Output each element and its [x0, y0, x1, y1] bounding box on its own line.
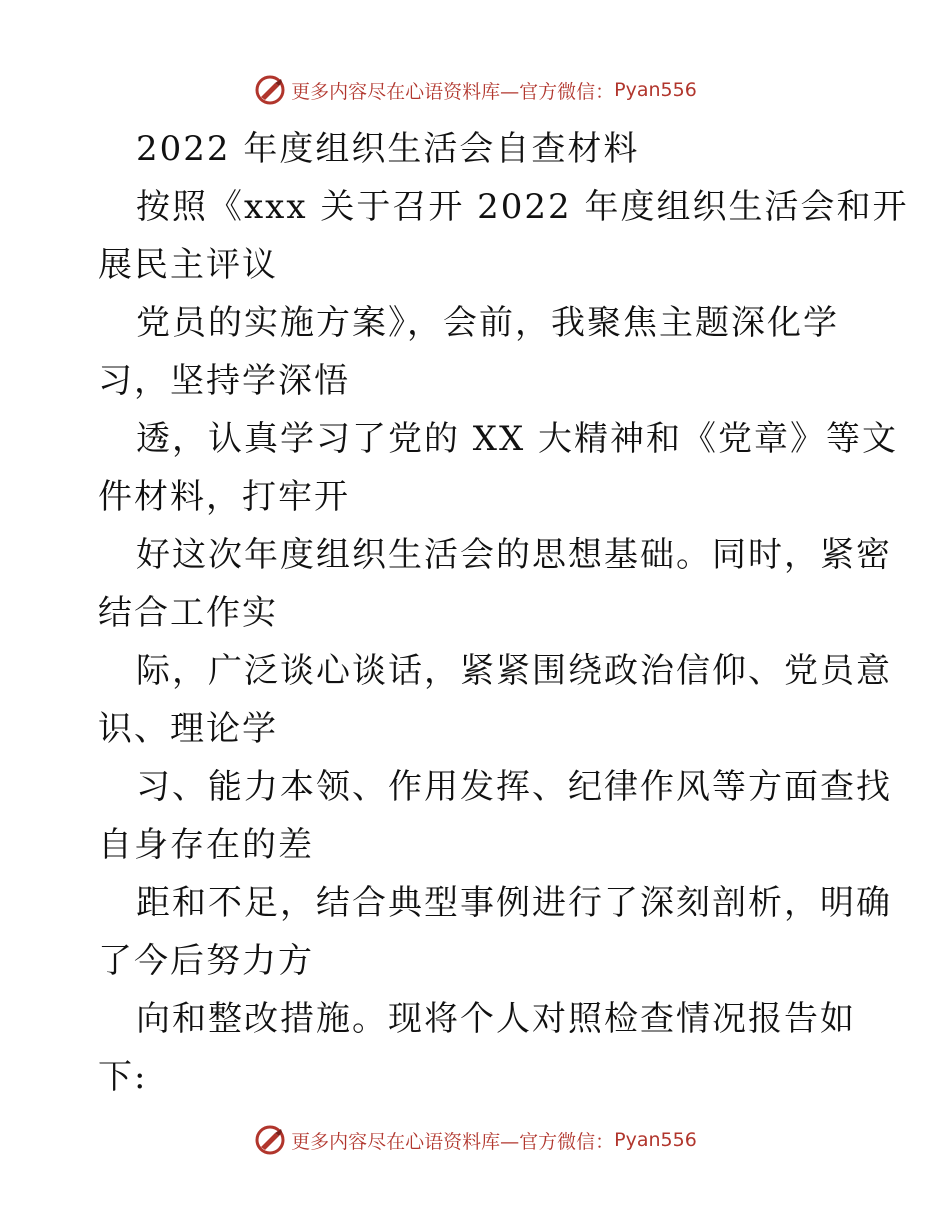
document-title: 2022 年度组织生活会自查材料 — [136, 129, 640, 169]
body-text-line: 自身存在的差 — [98, 825, 314, 865]
body-text-line: 习，坚持学深悟 — [98, 361, 350, 401]
banner-text: 更多内容尽在心语资料库—官方微信： — [291, 1130, 615, 1153]
body-text-line: 向和整改措施。现将个人对照检查情况报告如 — [136, 999, 856, 1039]
wechat-id: Pyan556 — [614, 79, 697, 101]
body-text-line: 识、理论学 — [98, 709, 278, 749]
body-text-line: 了今后努力方 — [98, 941, 314, 981]
body-text-line: 党员的实施方案》，会前，我聚焦主题深化学 — [136, 303, 839, 343]
pen-logo-icon — [253, 73, 287, 107]
body-text-line: 透，认真学习了党的 XX 大精神和《党章》等文 — [136, 419, 899, 459]
body-text-line: 好这次年度组织生活会的思想基础。同时，紧密 — [136, 535, 892, 575]
body-text-line: 际，广泛谈心谈话，紧紧围绕政治信仰、党员意 — [136, 651, 892, 691]
pen-logo-icon — [253, 1123, 287, 1157]
document-body — [98, 120, 909, 1106]
banner-text: 更多内容尽在心语资料库—官方微信： — [291, 80, 615, 103]
body-text-line: 下: — [98, 1057, 148, 1097]
wechat-id: Pyan556 — [614, 1129, 697, 1151]
body-text-line: 习、能力本领、作用发挥、纪律作风等方面查找 — [136, 767, 892, 807]
body-text-line: 展民主评议 — [98, 245, 278, 285]
body-text-line: 按照《xxx 关于召开 2022 年度组织生活会和开 — [136, 187, 909, 227]
header-banner — [0, 70, 950, 110]
body-text-line: 距和不足，结合典型事例进行了深刻剖析，明确 — [136, 883, 892, 923]
body-text-line: 件材料，打牢开 — [98, 477, 350, 517]
footer-banner — [0, 1120, 950, 1160]
body-text-line: 结合工作实 — [98, 593, 278, 633]
